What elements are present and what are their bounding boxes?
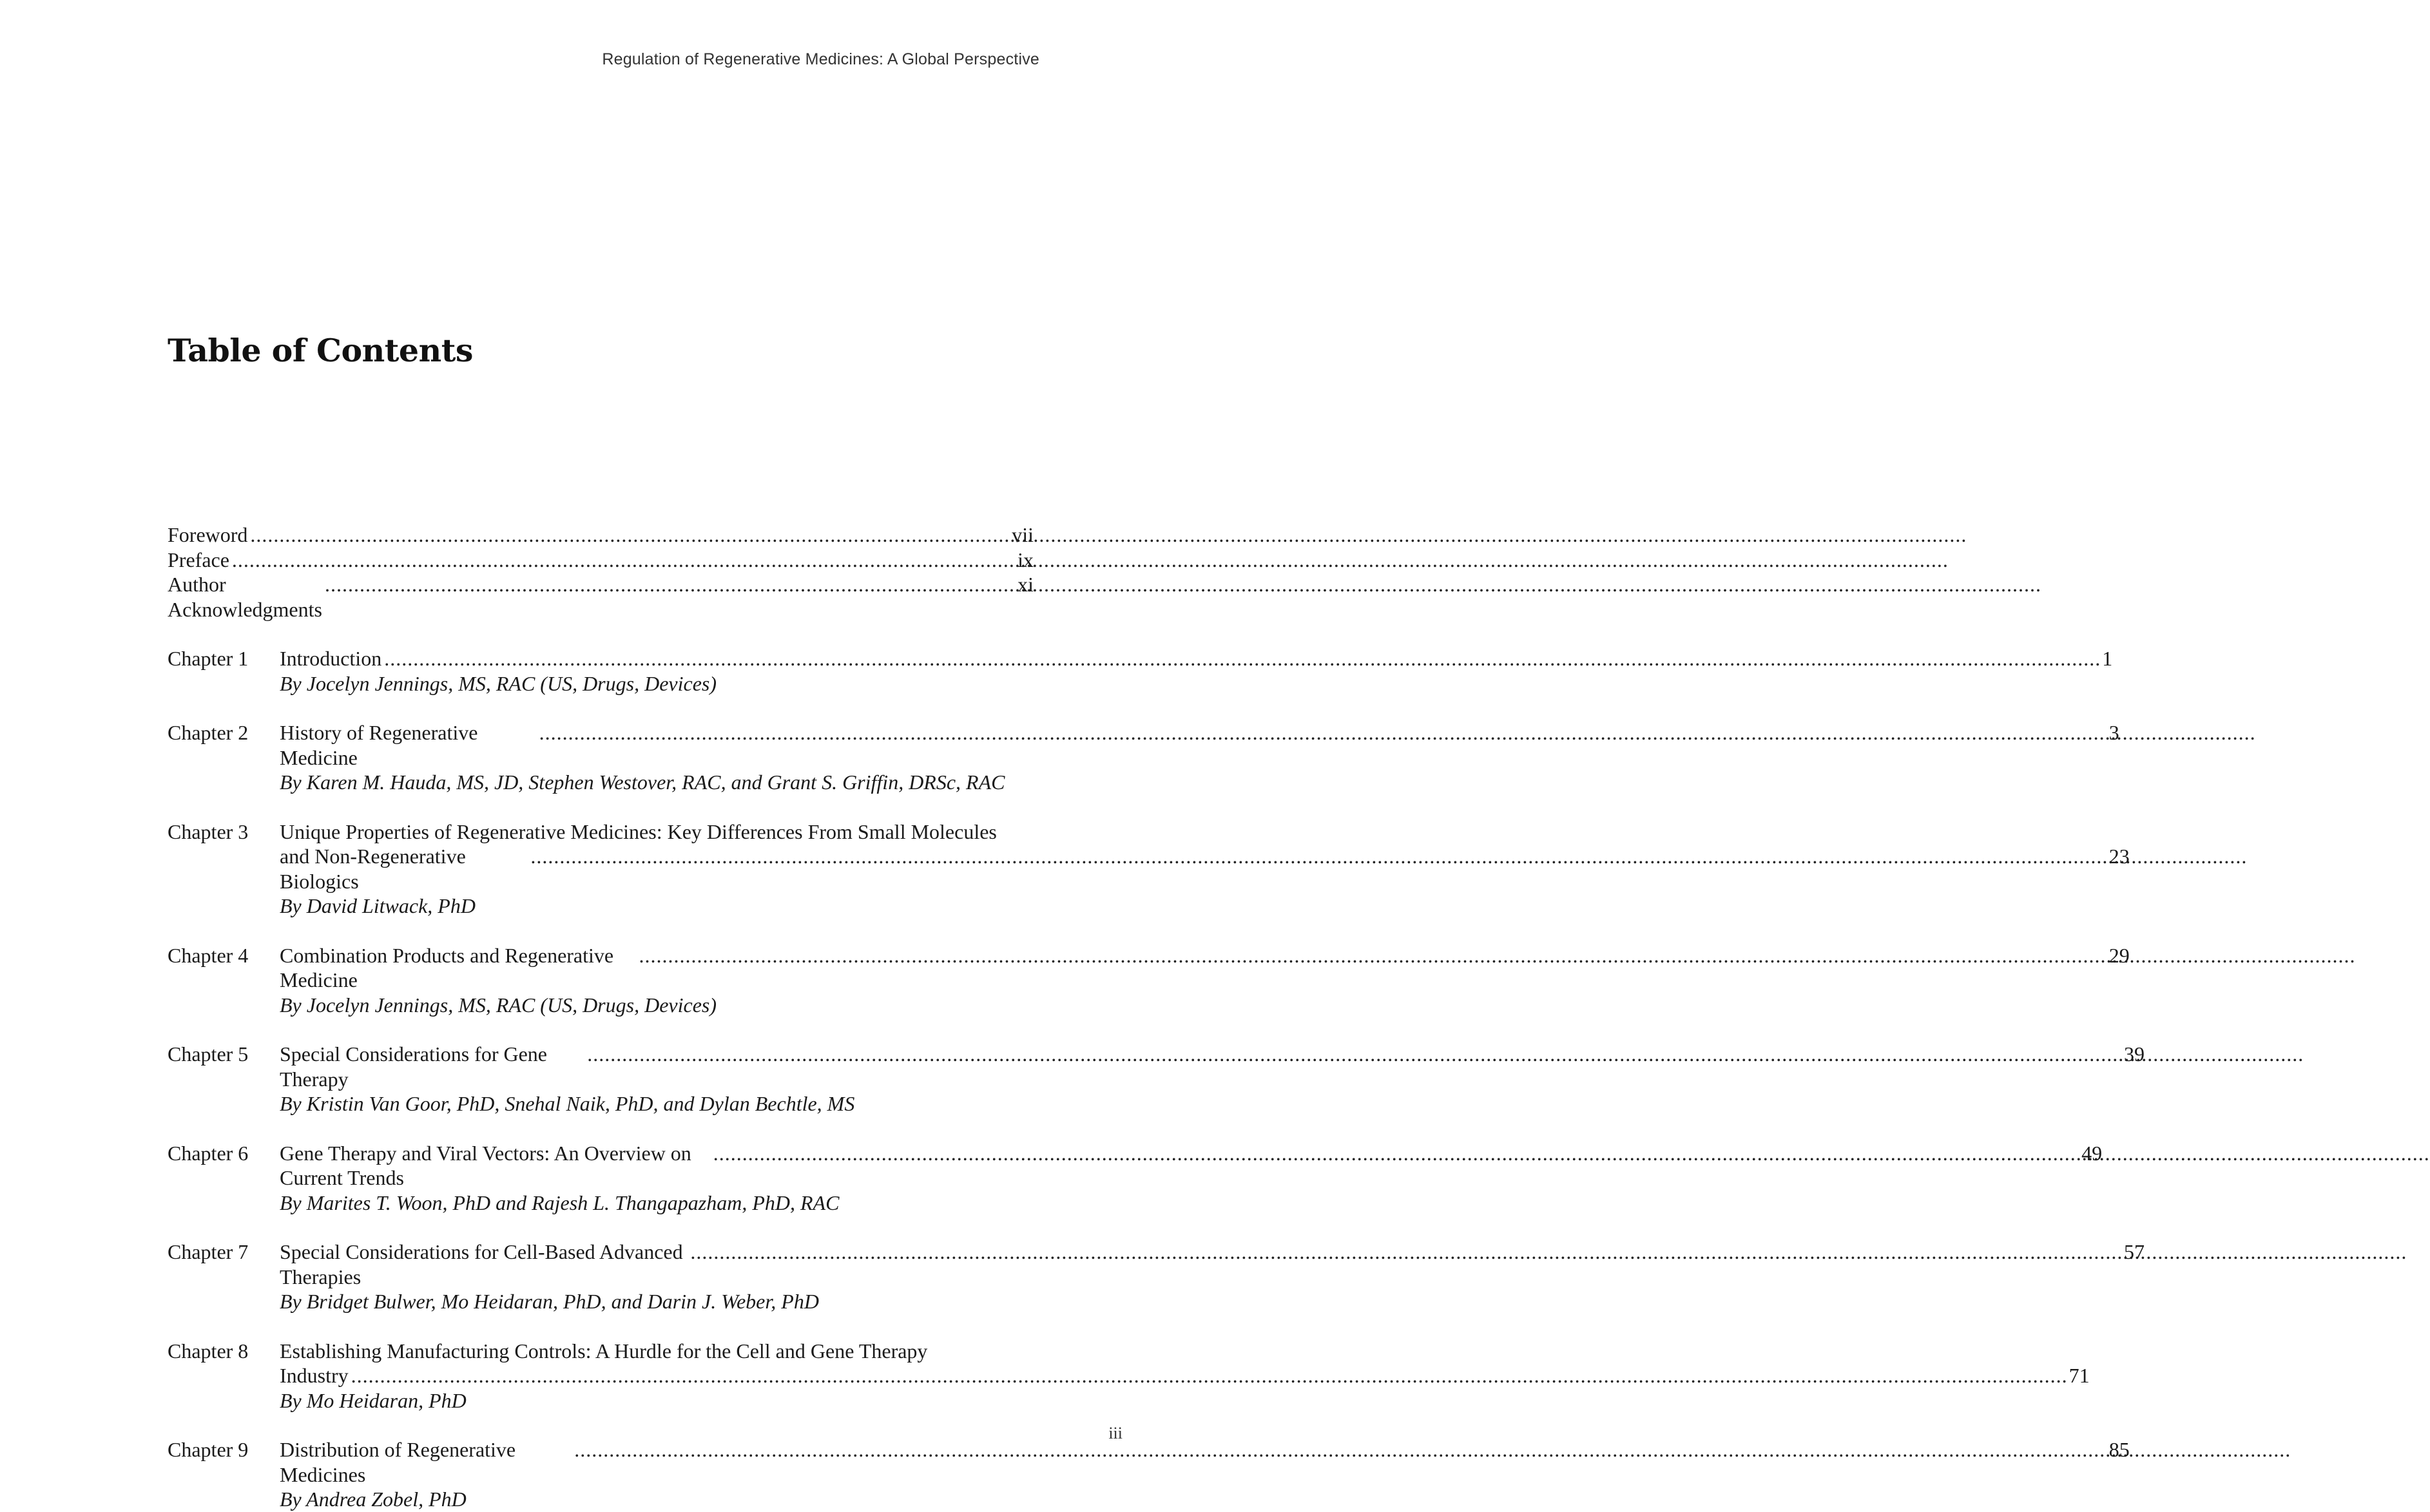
chapter-title-row bbox=[280, 943, 2130, 993]
chapter-number: Chapter 9 bbox=[168, 1438, 249, 1461]
chapter-byline: By David Litwack, PhD bbox=[280, 894, 476, 917]
chapter-title: Introduction bbox=[280, 647, 382, 670]
dot-leader bbox=[232, 548, 1016, 573]
dot-leader bbox=[587, 1042, 2123, 1067]
toc-entry-label: Foreword bbox=[168, 523, 248, 546]
chapter-number: Chapter 1 bbox=[168, 647, 249, 670]
chapter-body bbox=[280, 1437, 2130, 1512]
chapter-byline: By Bridget Bulwer, Mo Heidaran, PhD, and Darin J. Weber, PhD bbox=[280, 1290, 819, 1313]
page-number: iii bbox=[1108, 1424, 1123, 1442]
chapter-page: 23 bbox=[2108, 845, 2130, 868]
chapter-title-row bbox=[280, 1141, 2102, 1191]
front-matter-list bbox=[168, 522, 1034, 622]
chapter-title-line: Unique Properties of Regenerative Medicines: Key Differences From Small Molecules bbox=[280, 819, 997, 843]
dot-leader bbox=[574, 1437, 2108, 1462]
chapter-byline: By Mo Heidaran, PhD bbox=[280, 1388, 467, 1412]
dot-leader bbox=[250, 522, 1010, 548]
chapter-title: Gene Therapy and Viral Vectors: An Overview on Current Trends bbox=[280, 1141, 691, 1189]
toc-entry-page: ix bbox=[1017, 548, 1034, 571]
toc-entry-page: vii bbox=[1012, 523, 1034, 546]
toc-chapter-8[interactable] bbox=[168, 1339, 2090, 1413]
chapter-title: Special Considerations for Cell-Based Advanced Therapies bbox=[280, 1240, 683, 1288]
chapter-page: 49 bbox=[2081, 1141, 2103, 1165]
chapter-page: 85 bbox=[2108, 1438, 2130, 1461]
chapter-number: Chapter 2 bbox=[168, 721, 249, 744]
toc-entry-foreword[interactable] bbox=[168, 522, 1034, 548]
chapter-number: Chapter 3 bbox=[168, 819, 249, 843]
dot-leader bbox=[539, 720, 2108, 745]
toc-entry-page: xi bbox=[1017, 573, 1034, 596]
chapter-number: Chapter 4 bbox=[168, 943, 249, 967]
chapter-number: Chapter 6 bbox=[168, 1141, 249, 1165]
toc-chapter-2[interactable] bbox=[168, 720, 2119, 795]
dot-leader bbox=[639, 943, 2108, 968]
chapter-title-row bbox=[280, 1042, 2145, 1091]
chapter-body bbox=[280, 720, 2119, 795]
chapter-body bbox=[280, 1141, 2102, 1216]
toc-entry-preface[interactable] bbox=[168, 548, 1034, 573]
chapter-title-row bbox=[280, 720, 2119, 770]
dot-leader bbox=[530, 844, 2107, 869]
chapter-title: Special Considerations for Gene Therapy bbox=[280, 1042, 547, 1091]
chapter-byline: By Kristin Van Goor, PhD, Snehal Naik, PhD, and Dylan Bechtle, MS bbox=[280, 1092, 855, 1115]
running-header: Regulation of Regenerative Medicines: A Global Perspective bbox=[602, 50, 1039, 68]
dot-leader bbox=[351, 1363, 2068, 1388]
dot-leader bbox=[325, 572, 1016, 597]
chapter-title: History of Regenerative Medicine bbox=[280, 721, 478, 769]
dot-leader bbox=[690, 1239, 2123, 1265]
chapter-byline: By Karen M. Hauda, MS, JD, Stephen Westover, RAC, and Grant S. Griffin, DRSc, RAC bbox=[280, 770, 1005, 794]
chapter-body bbox=[280, 1339, 2090, 1413]
chapter-body bbox=[280, 1042, 2145, 1116]
chapter-title-row bbox=[280, 1239, 2145, 1289]
chapter-title: and Non-Regenerative Biologics bbox=[280, 845, 466, 893]
toc-chapter-4[interactable] bbox=[168, 943, 2130, 1018]
chapter-title-line: Establishing Manufacturing Controls: A Hurdle for the Cell and Gene Therapy bbox=[280, 1339, 928, 1363]
toc-chapter-9[interactable] bbox=[168, 1437, 2130, 1512]
chapter-title-row bbox=[280, 1363, 2090, 1388]
toc-chapter-1[interactable] bbox=[168, 646, 2113, 696]
chapter-title-row bbox=[280, 844, 2130, 894]
chapter-byline: By Jocelyn Jennings, MS, RAC (US, Drugs, Devices) bbox=[280, 671, 717, 695]
chapter-title-row bbox=[280, 646, 2112, 671]
dot-leader bbox=[713, 1141, 2080, 1166]
chapter-page: 71 bbox=[2068, 1364, 2090, 1387]
toc-chapter-7[interactable] bbox=[168, 1239, 2145, 1314]
toc-entry-label: Author Acknowledgments bbox=[168, 573, 322, 621]
chapter-body bbox=[280, 646, 2112, 696]
chapter-number: Chapter 8 bbox=[168, 1339, 249, 1363]
chapter-byline: By Jocelyn Jennings, MS, RAC (US, Drugs, Devices) bbox=[280, 993, 717, 1017]
chapter-page: 3 bbox=[2108, 721, 2119, 744]
chapter-title: Industry bbox=[280, 1364, 349, 1387]
page-title: Table of Contents bbox=[168, 332, 473, 369]
toc-entry-label: Preface bbox=[168, 548, 229, 571]
dot-leader bbox=[384, 646, 2101, 671]
chapter-byline: By Marites T. Woon, PhD and Rajesh L. Thangapazham, PhD, RAC bbox=[280, 1191, 840, 1214]
chapter-page: 1 bbox=[2102, 647, 2113, 670]
toc-chapter-6[interactable] bbox=[168, 1141, 2103, 1216]
chapter-body bbox=[280, 1239, 2145, 1314]
toc-entry-author-acknowledgments[interactable] bbox=[168, 572, 1034, 622]
chapter-body bbox=[280, 819, 2130, 919]
chapter-title: Distribution of Regenerative Medicines bbox=[280, 1438, 516, 1486]
chapter-page: 29 bbox=[2108, 943, 2130, 967]
chapter-page: 39 bbox=[2123, 1042, 2145, 1066]
chapter-title-row bbox=[280, 1437, 2130, 1487]
toc-chapter-3[interactable] bbox=[168, 819, 2130, 919]
chapter-number: Chapter 5 bbox=[168, 1042, 249, 1066]
toc-chapter-5[interactable] bbox=[168, 1042, 2145, 1116]
chapter-byline: By Andrea Zobel, PhD bbox=[280, 1488, 467, 1511]
chapter-title: Combination Products and Regenerative Medicine bbox=[280, 943, 614, 991]
chapter-number: Chapter 7 bbox=[168, 1240, 249, 1263]
chapter-page: 57 bbox=[2123, 1240, 2145, 1263]
chapter-body bbox=[280, 943, 2130, 1018]
